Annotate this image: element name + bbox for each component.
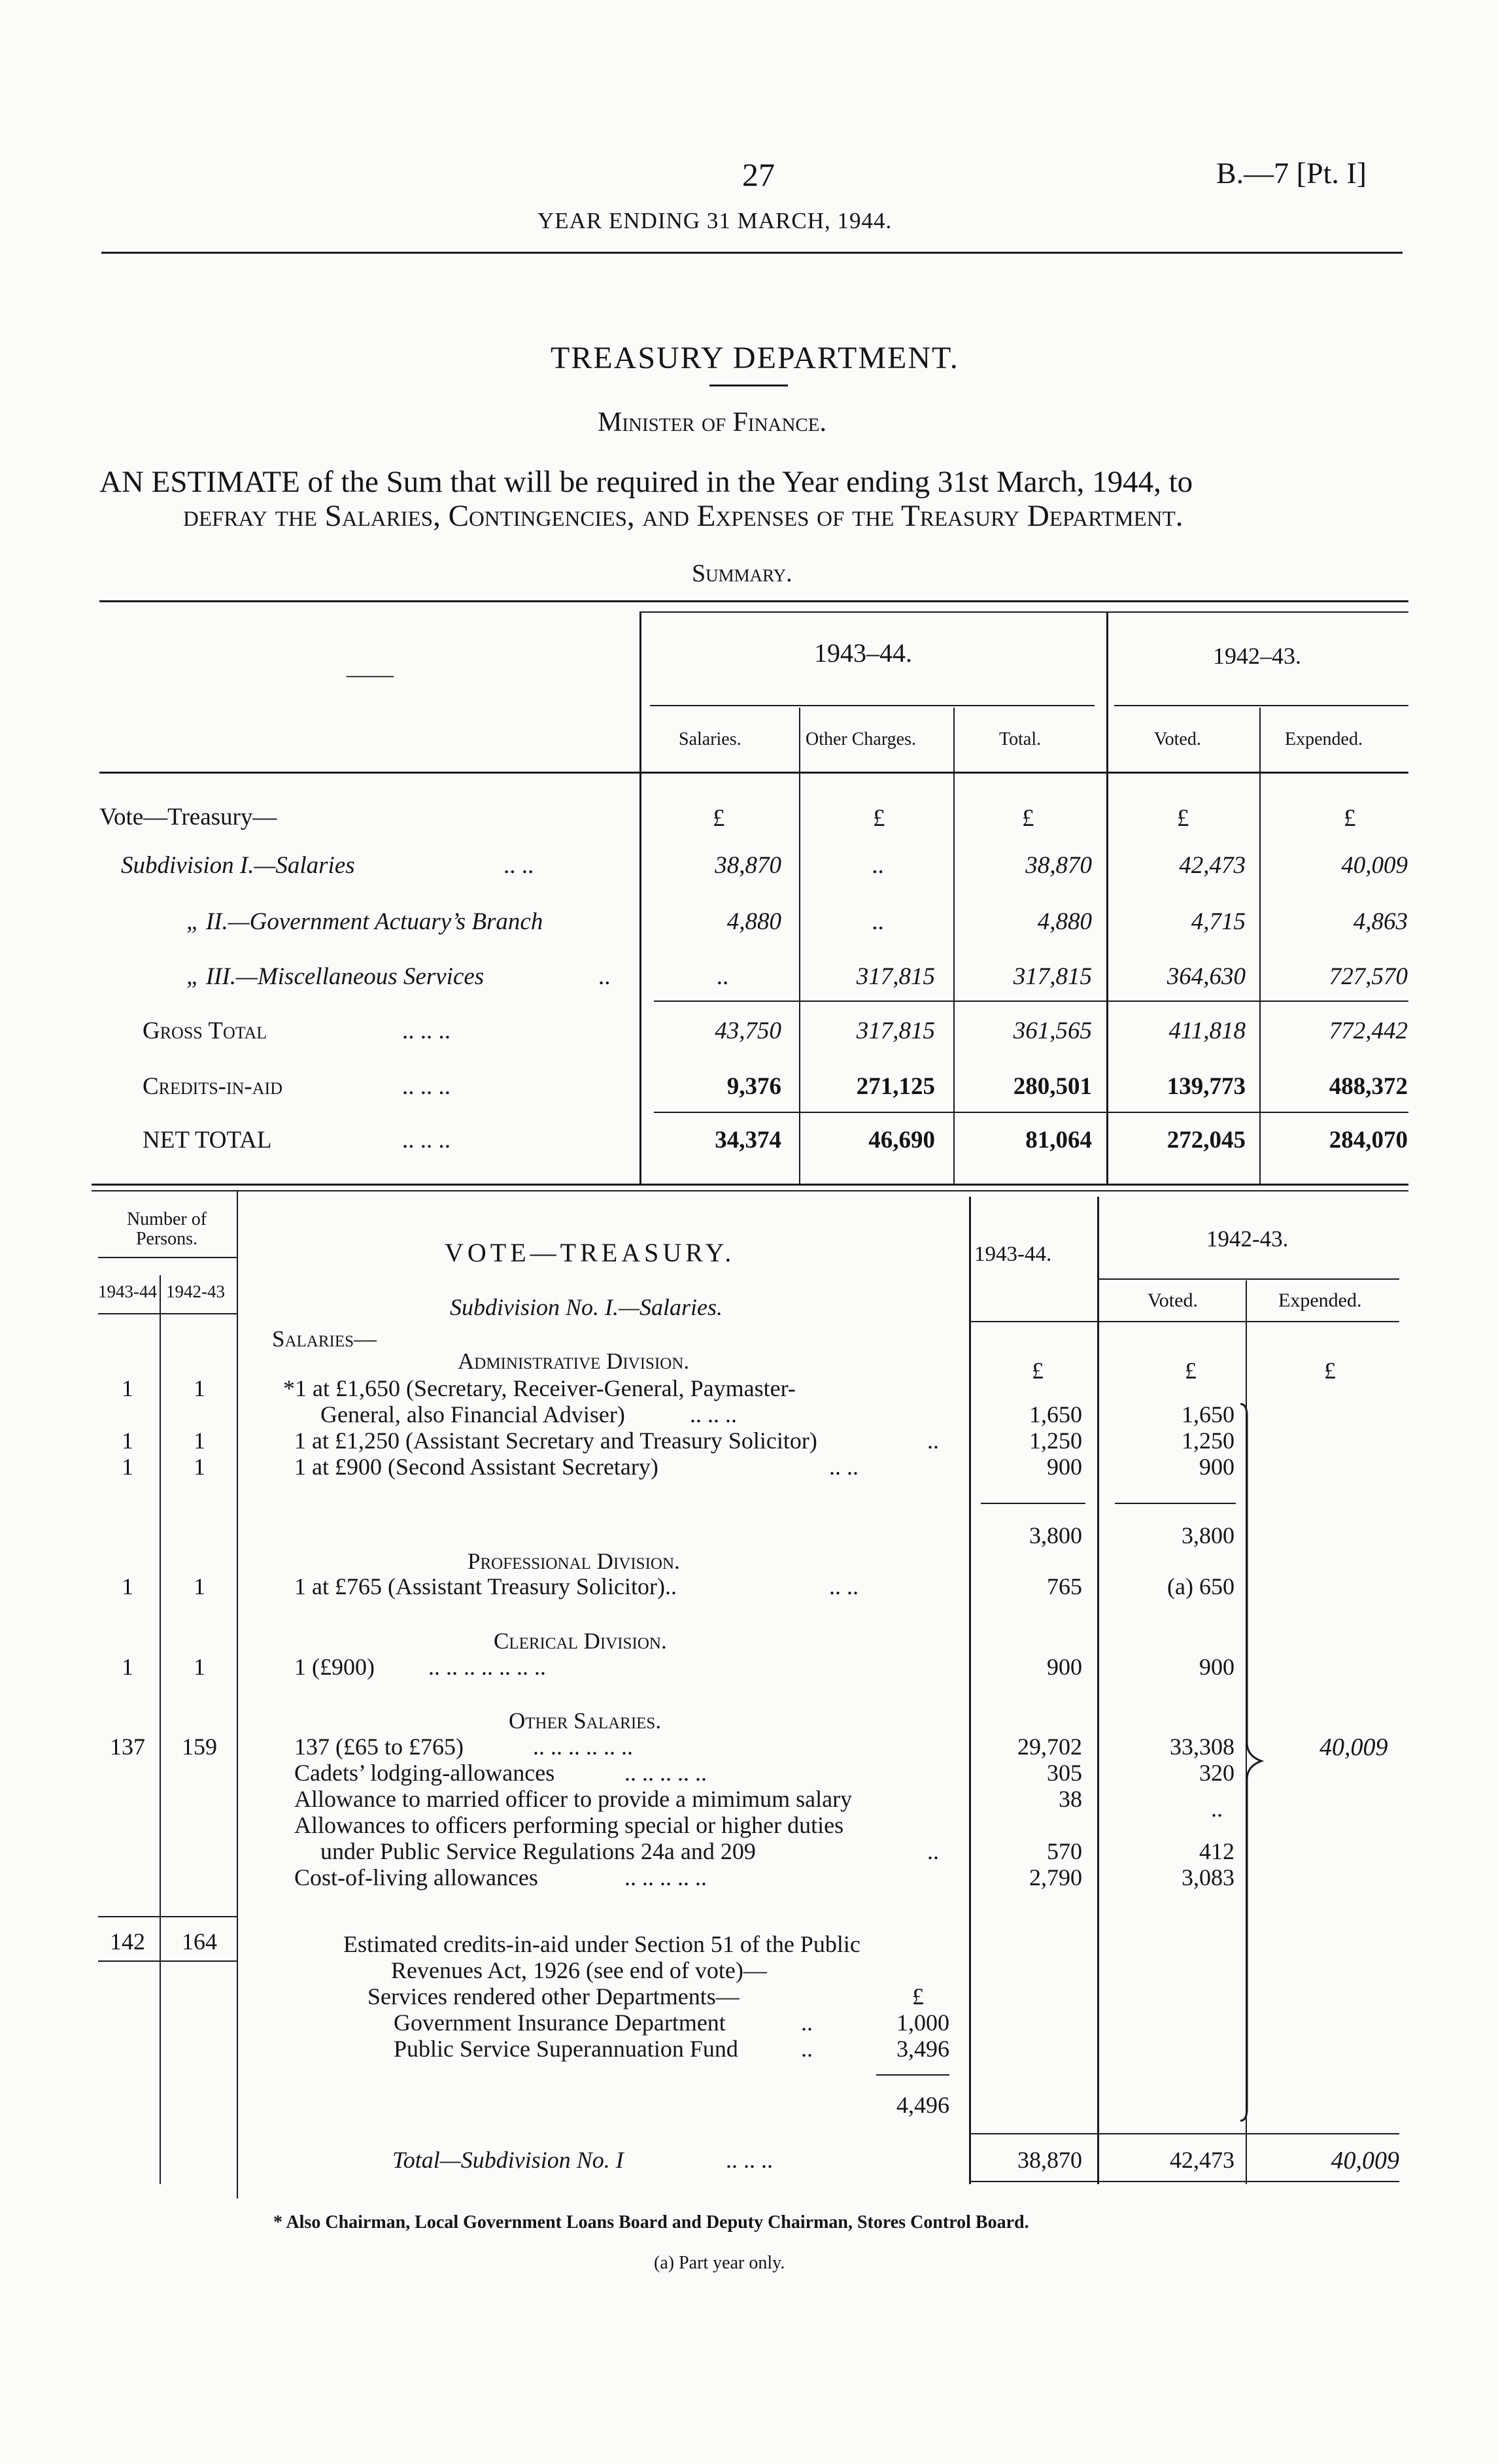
pound-sign: £ xyxy=(912,1983,924,2010)
credits-total: 4,496 xyxy=(896,2092,949,2118)
title-rule xyxy=(709,385,788,386)
other-line: Cadets’ lodging-allowances xyxy=(294,1760,555,1786)
admin-line: *1 at £1,650 (Secretary, Receiver-General, Paymaster- xyxy=(283,1375,796,1401)
vote-label: Vote—Treasury— xyxy=(99,804,277,830)
row-other: 46,690 xyxy=(868,1127,935,1154)
persons-1943: 1 xyxy=(122,1428,133,1454)
pound-sign: £ xyxy=(873,805,885,832)
other-line: Cost-of-living allowances xyxy=(294,1864,538,1891)
amount-1943: 29,702 xyxy=(1017,1734,1082,1760)
persons-rule xyxy=(98,1257,237,1258)
amount-voted: .. xyxy=(1211,1796,1223,1822)
row-voted: 42,473 xyxy=(1179,852,1246,879)
credits-dots: .. xyxy=(801,2036,813,2062)
year-ending-line: YEAR ENDING 31 MARCH, 1944. xyxy=(537,208,893,233)
curly-brace xyxy=(1239,1403,1272,2122)
pound-sign: £ xyxy=(1344,805,1356,832)
group-1942-43: 1942–43. xyxy=(1213,643,1301,669)
summary-subtotal-rule xyxy=(654,1001,1408,1002)
row-total: 81,064 xyxy=(1025,1127,1092,1154)
number-of-persons: Number of Persons. xyxy=(126,1209,207,1249)
head-bottom-rule xyxy=(969,1321,1399,1322)
persons-1942: 159 xyxy=(182,1734,217,1760)
row-dots: .. .. .. xyxy=(402,1073,451,1100)
row-label: Subdivision I.—Salaries xyxy=(121,852,355,879)
row-label: Gross Total xyxy=(143,1018,267,1044)
row-total: 361,565 xyxy=(1013,1018,1092,1044)
total-expended: 40,009 xyxy=(1331,2147,1399,2174)
col-expended: Expended. xyxy=(1285,729,1363,749)
summary-dash: —— xyxy=(347,661,394,687)
group-1943-44: 1943–44. xyxy=(814,638,912,668)
amount-voted: 900 xyxy=(1199,1454,1234,1480)
clerical-heading: Clerical Division. xyxy=(494,1628,667,1654)
prof-line: 1 at £765 (Assistant Treasury Solicitor).. xyxy=(294,1573,677,1600)
other-line: Allowance to married officer to provide a mimimum salary xyxy=(294,1786,853,1812)
persons-inner-rule xyxy=(160,1275,161,2184)
persons-1943: 137 xyxy=(110,1734,145,1760)
row-dots: .. xyxy=(598,963,611,990)
row-total: 317,815 xyxy=(1013,963,1092,990)
credits-value: 3,496 xyxy=(896,2036,949,2062)
minister-line: Minister of Finance. xyxy=(598,407,826,437)
row-other: 317,815 xyxy=(856,1018,935,1044)
total-rule xyxy=(969,2133,1399,2134)
admin-subtotal-voted: 3,800 xyxy=(1182,1522,1234,1549)
admin-heading: Administrative Division. xyxy=(458,1348,690,1374)
credits-rule xyxy=(876,2074,949,2076)
row-expended: 727,570 xyxy=(1329,963,1408,990)
row-expended: 772,442 xyxy=(1329,1018,1408,1044)
admin-subtotal-1943: 3,800 xyxy=(1029,1522,1082,1549)
amount-voted: 3,083 xyxy=(1182,1864,1234,1891)
row-other: .. xyxy=(872,908,884,935)
admin-dots: .. .. .. xyxy=(690,1401,737,1428)
footnote-star: * Also Chairman, Local Government Loans Board and Deputy Chairman, Stores Control Board. xyxy=(273,2212,1029,2233)
pound-sign: £ xyxy=(713,805,725,832)
col-1942-43: 1942-43 xyxy=(166,1282,225,1301)
department-title: TREASURY DEPARTMENT. xyxy=(551,341,959,375)
credits-item: Government Insurance Department xyxy=(394,2010,726,2036)
row-other: 317,815 xyxy=(856,963,935,990)
head-rule xyxy=(1098,1278,1399,1280)
pound-sign: £ xyxy=(1022,805,1034,832)
persons-1943: 1 xyxy=(122,1573,133,1600)
pound-sign: £ xyxy=(1185,1358,1197,1384)
amount-1943: 1,250 xyxy=(1029,1428,1082,1454)
col-1943-44: 1943-44 xyxy=(98,1282,157,1301)
total-dots: .. .. .. xyxy=(726,2147,773,2173)
admin-line: 1 at £900 (Second Assistant Secretary) xyxy=(294,1454,658,1480)
page-number: 27 xyxy=(742,156,775,193)
amount-1943: 305 xyxy=(1047,1760,1082,1786)
row-label: NET TOTAL xyxy=(143,1127,272,1154)
head-1942-43: 1942-43. xyxy=(1206,1226,1289,1252)
admin-dots: .. xyxy=(927,1428,939,1454)
credits-item: Public Service Superannuation Fund xyxy=(394,2036,738,2062)
admin-dots: .. .. xyxy=(829,1454,859,1480)
amount-voted: 1,250 xyxy=(1182,1428,1234,1454)
col-voted: Voted. xyxy=(1154,729,1201,749)
other-dots: .. xyxy=(927,1838,939,1864)
row-other: .. xyxy=(872,852,884,879)
row-voted: 139,773 xyxy=(1166,1073,1246,1100)
other-line: Allowances to officers performing special or higher duties xyxy=(294,1812,844,1838)
row-label: Credits-in-aid xyxy=(143,1073,282,1100)
credits-dots: .. xyxy=(801,2010,813,2036)
row-salaries: 4,880 xyxy=(726,908,781,935)
other-line: under Public Service Regulations 24a and 209 xyxy=(320,1838,756,1864)
head-expended: Expended. xyxy=(1278,1290,1362,1311)
prof-dots: .. .. xyxy=(829,1573,859,1600)
row-other: 271,125 xyxy=(856,1073,935,1100)
row-salaries: 9,376 xyxy=(726,1073,781,1100)
credits-line: Revenues Act, 1926 (see end of vote)— xyxy=(391,1957,767,1983)
subtotal-rule xyxy=(981,1503,1085,1504)
persons-1943: 1 xyxy=(122,1654,133,1680)
row-dots: .. .. .. xyxy=(402,1127,451,1154)
amount-voted: (a) 650 xyxy=(1167,1573,1234,1600)
persons-1942: 1 xyxy=(194,1454,205,1480)
row-expended: 488,372 xyxy=(1329,1073,1408,1100)
col-salaries: Salaries. xyxy=(679,729,741,749)
amount-1943: 900 xyxy=(1047,1654,1082,1680)
summary-col-rule xyxy=(1106,611,1108,1184)
summary-group-rule xyxy=(650,705,1095,706)
pound-sign: £ xyxy=(1177,805,1189,832)
total-label: Total—Subdivision No. I xyxy=(392,2147,624,2173)
row-voted: 364,630 xyxy=(1166,963,1246,990)
estimate-line-1: AN ESTIMATE of the Sum that will be required in the Year ending 31st March, 1944, to xyxy=(99,465,1193,499)
subdivision-title: Subdivision No. I.—Salaries. xyxy=(450,1294,723,1320)
row-voted: 272,045 xyxy=(1166,1127,1246,1154)
summary-header-rule xyxy=(99,772,1408,774)
total-1943: 38,870 xyxy=(1017,2147,1082,2173)
row-salaries: 34,374 xyxy=(715,1127,781,1154)
persons-total-1942: 164 xyxy=(182,1928,217,1955)
vote-title: VOTE—TREASURY. xyxy=(445,1238,736,1267)
other-dots: .. .. .. .. .. xyxy=(624,1864,707,1891)
persons-total-1943: 142 xyxy=(110,1928,145,1955)
header-rule xyxy=(101,252,1403,254)
other-line: 137 (£65 to £765) xyxy=(294,1734,464,1760)
amount-voted: 412 xyxy=(1199,1838,1234,1864)
row-total: 4,880 xyxy=(1037,908,1092,935)
other-dots: .. .. .. .. .. xyxy=(624,1760,707,1786)
row-total: 280,501 xyxy=(1013,1073,1092,1100)
persons-rule xyxy=(98,1313,237,1314)
row-expended: 40,009 xyxy=(1341,852,1408,879)
subtotal-rule xyxy=(1115,1503,1236,1504)
persons-1943: 1 xyxy=(122,1375,133,1401)
amount-1943: 765 xyxy=(1047,1573,1082,1600)
row-voted: 411,818 xyxy=(1168,1018,1246,1044)
credits-value: 1,000 xyxy=(896,2010,949,2036)
row-expended: 284,070 xyxy=(1329,1127,1408,1154)
summary-top-rule-2 xyxy=(641,611,1408,613)
admin-line: 1 at £1,250 (Assistant Secretary and Treasury Solicitor) xyxy=(294,1428,817,1454)
prof-heading: Professional Division. xyxy=(468,1549,680,1574)
amount-1943: 2,790 xyxy=(1029,1864,1082,1891)
persons-1942: 1 xyxy=(194,1654,205,1680)
row-salaries: .. xyxy=(716,963,729,990)
row-dots: .. .. .. xyxy=(402,1018,451,1044)
row-label: „ III.—Miscellaneous Services xyxy=(186,963,485,990)
expended-brace-value: 40,009 xyxy=(1319,1734,1388,1761)
row-label: „ II.—Government Actuary’s Branch xyxy=(186,908,543,935)
page-reference: B.—7 [Pt. I] xyxy=(1216,156,1367,190)
persons-1942: 1 xyxy=(194,1573,205,1600)
amount-voted: 33,308 xyxy=(1170,1734,1234,1760)
col-total: Total. xyxy=(999,729,1042,749)
summary-heading: Summary. xyxy=(692,560,792,587)
total-voted: 42,473 xyxy=(1170,2147,1234,2173)
other-dots: .. .. .. .. .. .. xyxy=(533,1734,633,1760)
col-other-charges: Other Charges. xyxy=(806,729,916,749)
footnote-a: (a) Part year only. xyxy=(654,2253,785,2273)
head-voted: Voted. xyxy=(1148,1290,1198,1311)
row-expended: 4,863 xyxy=(1353,908,1408,935)
amount-voted: 900 xyxy=(1199,1654,1234,1680)
amount-voted: 320 xyxy=(1199,1760,1234,1786)
estimate-line-2: defray the Salaries, Contingencies, and Expenses of the Treasury Department. xyxy=(183,499,1183,533)
amount-voted: 1,650 xyxy=(1182,1401,1234,1428)
summary-bottom-rule xyxy=(92,1184,1408,1186)
salaries-label: Salaries— xyxy=(272,1326,377,1352)
row-voted: 4,715 xyxy=(1191,908,1246,935)
row-salaries: 38,870 xyxy=(715,852,781,879)
amount-1943: 570 xyxy=(1047,1838,1082,1864)
persons-1942: 1 xyxy=(194,1428,205,1454)
summary-top-rule xyxy=(99,600,1408,602)
clerical-dots: .. .. .. .. .. .. .. xyxy=(428,1654,546,1680)
persons-1943: 1 xyxy=(122,1454,133,1480)
summary-net-rule xyxy=(654,1112,1408,1113)
head-1943-44: 1943-44. xyxy=(974,1242,1052,1266)
persons-total-rule xyxy=(98,1960,237,1962)
pound-sign: £ xyxy=(1324,1358,1336,1384)
vote-col-rule xyxy=(1097,1197,1099,2184)
credits-line: Services rendered other Departments— xyxy=(367,1983,740,2010)
row-total: 38,870 xyxy=(1025,852,1092,879)
summary-col-rule xyxy=(639,611,641,1184)
row-salaries: 43,750 xyxy=(715,1018,781,1044)
clerical-line: 1 (£900) xyxy=(294,1654,375,1680)
summary-bottom-rule-2 xyxy=(92,1190,1408,1191)
amount-1943: 1,650 xyxy=(1029,1401,1082,1428)
vote-col-rule xyxy=(969,1197,971,2184)
other-heading: Other Salaries. xyxy=(509,1708,662,1734)
persons-1942: 1 xyxy=(194,1375,205,1401)
amount-1943: 900 xyxy=(1047,1454,1082,1480)
total-bottom-rule xyxy=(969,2181,1399,2182)
admin-line: General, also Financial Adviser) xyxy=(320,1401,625,1428)
amount-1943: 38 xyxy=(1059,1786,1082,1812)
persons-col-rule xyxy=(237,1191,238,2199)
credits-line: Estimated credits-in-aid under Section 51 of the Public xyxy=(343,1931,860,1957)
persons-total-rule xyxy=(98,1916,237,1917)
summary-group-rule xyxy=(1114,705,1408,706)
row-dots: .. .. xyxy=(503,852,534,879)
pound-sign: £ xyxy=(1032,1358,1044,1384)
